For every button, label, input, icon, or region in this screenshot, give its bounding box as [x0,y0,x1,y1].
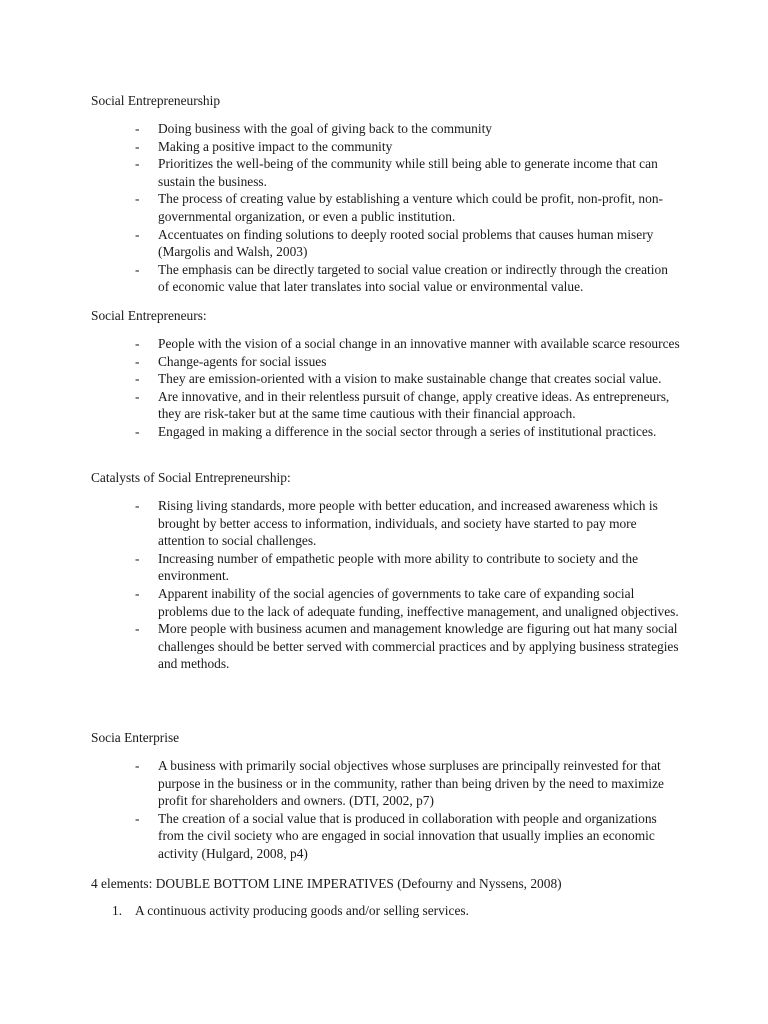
dash-marker: - [135,226,140,242]
dash-marker: - [135,423,140,439]
list-item: - They are emission-oriented with a vision to make sustainable change that creates social value. [135,371,662,387]
list-item: - Accentuates on finding solutions to deeply rooted social problems that causes human misery (Margolis and Walsh, 2003) [135,226,654,260]
social-enterprise-list [0,757,682,863]
dash-marker: - [135,585,140,601]
list-item: - Prioritizes the well-being of the community while still being able to generate income that can sustain the business. [135,156,658,189]
list-item: - Are innovative, and in their relentless pursuit of change, apply creative ideas. As entrepreneurs, they are risk-taker but at the same time cautious with their financial approach. [135,388,670,422]
list-item: - The process of creating value by establishing a venture which could be profit, non-profit, non-governmental organization, or even a public institution. [135,191,663,224]
section-heading-social-entrepreneurs: Social Entrepreneurs: [91,308,207,323]
dash-marker: - [135,758,140,773]
dash-marker: - [135,353,140,369]
list-item: - Making a positive impact to the community [135,138,393,154]
number-marker: 1. [112,903,123,918]
dash-marker: - [135,388,140,404]
list-item: - Rising living standards, more people with better education, and increased awareness which is brought by better access to information, individuals, and society have started to pay more attention to social challenges. [135,498,658,549]
dash-marker: - [135,138,140,154]
dash-marker: - [135,261,140,277]
dash-marker: - [135,121,140,136]
section-heading-social-enterprise: Socia Enterprise [91,730,180,745]
list-item: - Change-agents for social issues [135,353,327,369]
numbered-list-item: 1. A continuous activity producing goods and/or selling services. [112,903,469,918]
list-item: - People with the vision of a social change in an innovative manner with available scarce resources [135,336,680,351]
list-item: - Doing business with the goal of giving back to the community [135,121,492,136]
dash-marker: - [135,371,140,387]
list-item: - The creation of a social value that is produced in collaboration with people and organizations from the civil society who are engaged in social innovation that usually implies an economic activity (Hulgard, 2008, p4) [135,810,657,861]
dash-marker: - [135,336,140,351]
dash-marker: - [135,810,140,826]
dash-marker: - [135,156,140,172]
list-item: - Increasing number of empathetic people with more ability to contribute to society and the environment. [135,550,639,584]
dash-marker: - [135,621,140,637]
list-item: - Engaged in making a difference in the social sector through a series of institutional practices. [135,423,657,439]
dash-marker: - [135,191,140,207]
social-entrepreneurship-list [0,120,682,296]
social-entrepreneurs-list [0,335,682,441]
list-item: - The emphasis can be directly targeted to social value creation or indirectly through the creation of economic value that later translates into social value or environmental value. [135,261,668,295]
section-heading-catalysts: Catalysts of Social Entrepreneurship: [91,470,291,485]
list-item: - More people with business acumen and management knowledge are figuring out hat many social challenges should be better served with commercial practices and by applying business strategies and methods. [135,621,679,672]
list-item: - A business with primarily social objectives whose surpluses are principally reinvested for that purpose in the business or in the community, rather than being driven by the need to maximize profit for shareholders and owners. (DTI, 2002, p7) [135,758,664,809]
dash-marker: - [135,498,140,513]
section-heading-social-entrepreneurship: Social Entrepreneurship [91,93,221,108]
elements-heading: 4 elements: DOUBLE BOTTOM LINE IMPERATIVES (Defourny and Nyssens, 2008) [91,876,562,891]
list-item: - Apparent inability of the social agencies of governments to take care of expanding social problems due to the lack of adequate funding, ineffective management, and unaligned objectives. [135,585,679,619]
catalysts-list [0,497,682,673]
dash-marker: - [135,550,140,566]
elements-numbered-list [0,902,469,920]
